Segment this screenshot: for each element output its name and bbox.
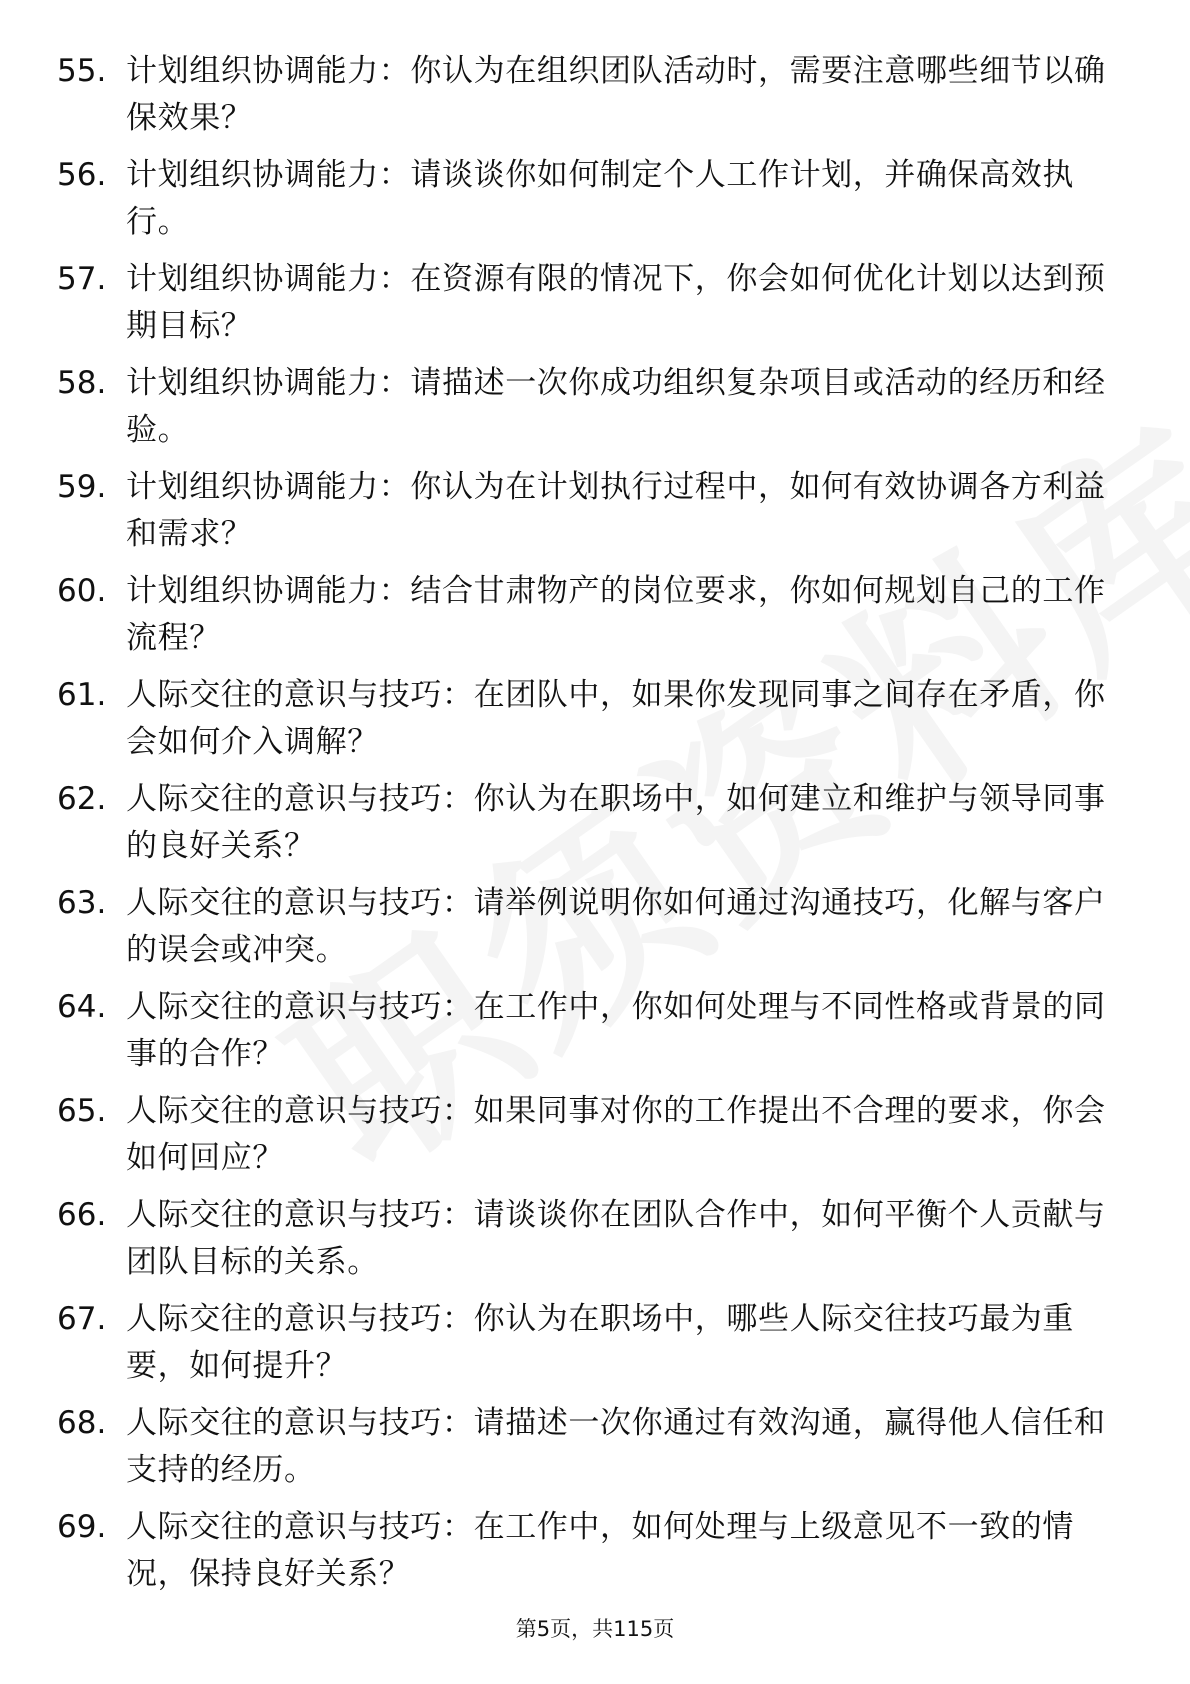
list-item <box>57 1088 1132 1192</box>
question-text: 计划组织协调能力：结合甘肃物产的岗位要求，你如何规划自己的工作流程？ <box>126 573 1106 656</box>
list-item <box>57 464 1132 568</box>
question-text: 人际交往的意识与技巧：如果同事对你的工作提出不合理的要求，你会如何回应？ <box>126 1093 1106 1176</box>
question-text: 计划组织协调能力：请描述一次你成功组织复杂项目或活动的经历和经验。 <box>126 365 1106 448</box>
list-item <box>57 152 1132 256</box>
question-number: 64. <box>57 989 107 1025</box>
question-number: 58. <box>57 365 107 401</box>
question-list <box>57 48 1132 1608</box>
question-number: 59. <box>57 469 107 505</box>
question-text: 人际交往的意识与技巧：在工作中，如何处理与上级意见不一致的情况，保持良好关系？ <box>126 1509 1074 1592</box>
question-number: 56. <box>57 157 107 193</box>
list-item <box>57 1296 1132 1400</box>
list-item <box>57 1504 1132 1608</box>
list-item <box>57 256 1132 360</box>
list-item <box>57 1400 1132 1504</box>
list-item <box>57 672 1132 776</box>
question-text: 人际交往的意识与技巧：在团队中，如果你发现同事之间存在矛盾，你会如何介入调解？ <box>126 677 1106 760</box>
question-number: 62. <box>57 781 107 817</box>
question-number: 68. <box>57 1405 107 1441</box>
question-text: 人际交往的意识与技巧：请谈谈你在团队合作中，如何平衡个人贡献与团队目标的关系。 <box>126 1197 1106 1280</box>
question-number: 63. <box>57 885 107 921</box>
question-text: 计划组织协调能力：在资源有限的情况下，你会如何优化计划以达到预期目标？ <box>126 261 1106 344</box>
question-number: 66. <box>57 1197 107 1233</box>
list-item <box>57 984 1132 1088</box>
list-item <box>57 360 1132 464</box>
question-number: 69. <box>57 1509 107 1545</box>
question-text: 计划组织协调能力：请谈谈你如何制定个人工作计划，并确保高效执行。 <box>126 157 1074 240</box>
question-number: 61. <box>57 677 107 713</box>
question-number: 60. <box>57 573 107 609</box>
question-number: 55. <box>57 53 107 89</box>
question-text: 计划组织协调能力：你认为在组织团队活动时，需要注意哪些细节以确保效果？ <box>126 53 1106 136</box>
question-text: 人际交往的意识与技巧：请描述一次你通过有效沟通，赢得他人信任和支持的经历。 <box>126 1405 1106 1488</box>
question-text: 计划组织协调能力：你认为在计划执行过程中，如何有效协调各方利益和需求？ <box>126 469 1106 552</box>
question-text: 人际交往的意识与技巧：请举例说明你如何通过沟通技巧，化解与客户的误会或冲突。 <box>126 885 1106 968</box>
question-text: 人际交往的意识与技巧：你认为在职场中，哪些人际交往技巧最为重要，如何提升？ <box>126 1301 1074 1384</box>
question-text: 人际交往的意识与技巧：在工作中，你如何处理与不同性格或背景的同事的合作？ <box>126 989 1106 1072</box>
list-item <box>57 880 1132 984</box>
question-text: 人际交往的意识与技巧：你认为在职场中，如何建立和维护与领导同事的良好关系？ <box>126 781 1106 864</box>
list-item <box>57 1192 1132 1296</box>
question-number: 65. <box>57 1093 107 1129</box>
question-number: 57. <box>57 261 107 297</box>
list-item <box>57 568 1132 672</box>
question-number: 67. <box>57 1301 107 1337</box>
list-item <box>57 776 1132 880</box>
page-indicator: 第5页，共115页 <box>515 1617 675 1641</box>
list-item <box>57 48 1132 152</box>
